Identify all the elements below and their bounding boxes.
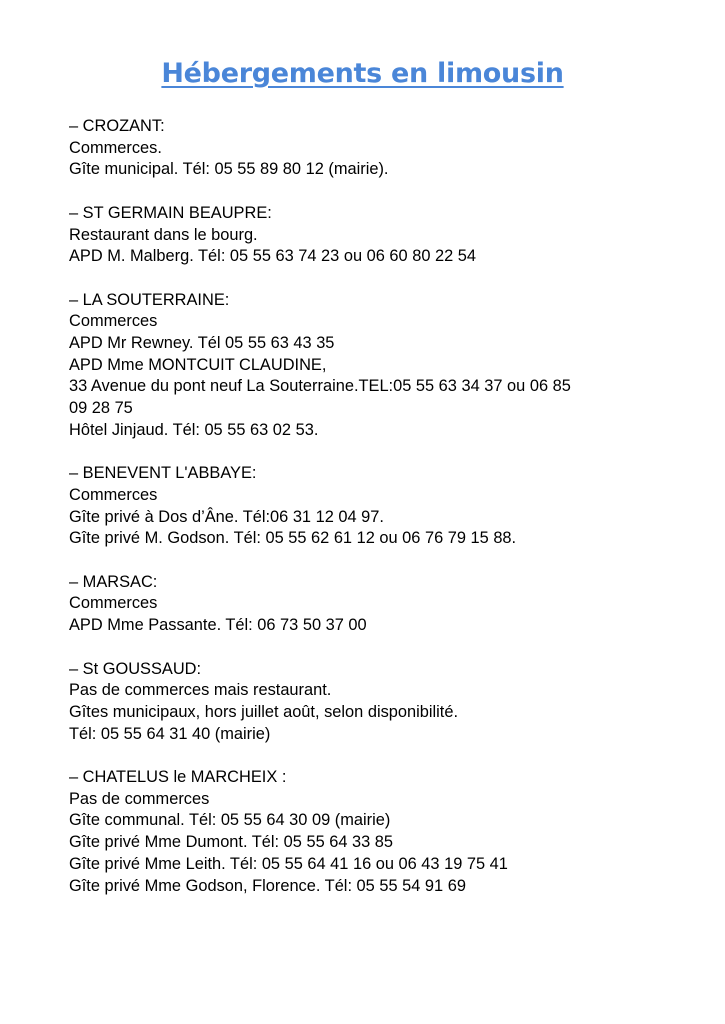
section-line: Gîte privé Mme Leith. Tél: 05 55 64 41 16 ou 06 43 19 75 41 — [69, 854, 508, 873]
section-heading: – CHATELUS le MARCHEIX : — [69, 768, 287, 786]
section-line: Gîtes municipaux, hors juillet août, selon disponibilité. — [69, 702, 459, 721]
section-st-goussaud — [69, 659, 669, 746]
section-line: Gîte privé Mme Godson, Florence. Tél: 05 55 54 91 69 — [69, 876, 466, 895]
section-line: APD Mme MONTCUIT CLAUDINE, — [69, 355, 327, 374]
page-title — [0, 54, 725, 94]
section-st-germain-beaupre — [69, 203, 669, 268]
section-chatelus-le-marcheix — [69, 767, 669, 897]
section-heading: – BENEVENT L'ABBAYE: — [69, 464, 257, 483]
section-heading: – St GOUSSAUD: — [69, 659, 202, 678]
section-benevent-l-abbaye — [69, 463, 669, 550]
section-heading: – LA SOUTERRAINE: — [69, 290, 230, 309]
section-line: 33 Avenue du pont neuf La Souterraine.TEL:05 55 63 34 37 ou 06 85 — [69, 377, 571, 396]
section-line: Commerces. — [69, 138, 162, 157]
section-line: APD Mme Passante. Tél: 06 73 50 37 00 — [69, 616, 367, 635]
page-title-text: Hébergements en limousin — [161, 58, 564, 89]
section-line: Tél: 05 55 64 31 40 (mairie) — [69, 724, 271, 743]
section-marsac — [69, 572, 669, 637]
section-line: APD Mr Rewney. Tél 05 55 63 43 35 — [69, 334, 335, 352]
section-line: Commerces — [69, 485, 158, 504]
section-line: Gîte communal. Tél: 05 55 64 30 09 (mairie) — [69, 811, 391, 830]
section-line: Gîte municipal. Tél: 05 55 89 80 12 (mairie). — [69, 160, 389, 179]
section-line: Hôtel Jinjaud. Tél: 05 55 63 02 53. — [69, 420, 319, 439]
section-line: 09 28 75 — [69, 399, 133, 418]
document-body — [69, 116, 669, 919]
section-line: Pas de commerces — [69, 789, 210, 808]
section-line: Gîte privé Mme Dumont. Tél: 05 55 64 33 85 — [69, 833, 394, 852]
section-la-souterraine — [69, 290, 669, 442]
section-heading: – ST GERMAIN BEAUPRE: — [69, 203, 272, 222]
section-line: Gîte privé M. Godson. Tél: 05 55 62 61 12 ou 06 76 79 15 88. — [69, 529, 517, 548]
section-crozant — [69, 116, 669, 181]
section-line: Commerces — [69, 594, 158, 613]
section-heading: – MARSAC: — [69, 572, 158, 591]
section-line: Commerces — [69, 312, 158, 331]
section-line: Pas de commerces mais restaurant. — [69, 681, 332, 700]
section-heading: – CROZANT: — [69, 117, 165, 135]
section-line: Restaurant dans le bourg. — [69, 225, 258, 244]
section-line: APD M. Malberg. Tél: 05 55 63 74 23 ou 06 60 80 22 54 — [69, 247, 477, 266]
section-line: Gîte privé à Dos d’Âne. Tél:06 31 12 04 97. — [69, 507, 384, 526]
